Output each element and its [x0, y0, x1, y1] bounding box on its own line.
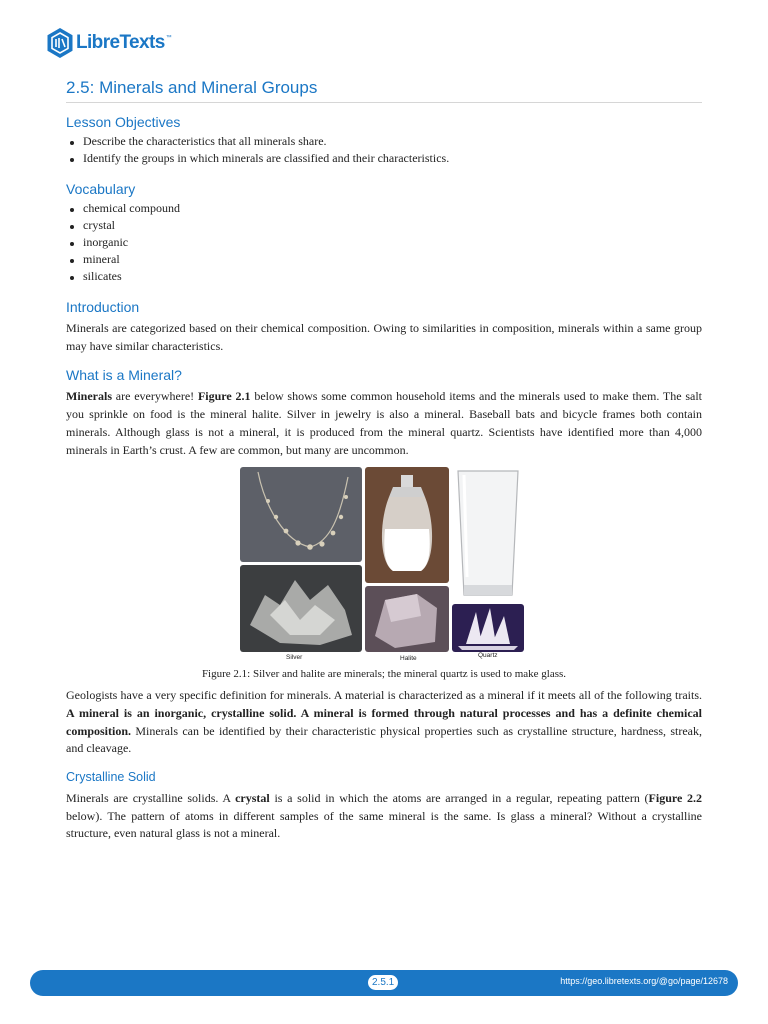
crystalline-solid-heading: Crystalline Solid — [66, 770, 156, 785]
bold-definition: A mineral is an inorganic, crystalline solid. A mineral is formed through natural processes and has a definite chemical composition. — [66, 705, 702, 738]
silver-necklace-photo — [240, 467, 362, 562]
definition-paragraph: Geologists have a very specific definition for minerals. A material is characterized as a mineral if it meets all of the following traits. A mineral is an inorganic, crystalline solid. A mineral is formed through natural processes and has a definite chemical composition. Minerals can be identified by their characteristic physical properties such as crystalline structure, hardness, streak, and cleavage. — [66, 688, 702, 756]
introduction-paragraph: Minerals are categorized based on their chemical composition. Owing to similarities in composition, minerals within a same group may have similar characteristics. — [66, 321, 702, 353]
halite-label: Halite — [400, 655, 417, 663]
list-item: Identify the groups in which minerals are classified and their characteristics. — [66, 150, 702, 167]
objectives-list — [66, 133, 702, 167]
page-number-badge: 2.5.1 — [368, 975, 398, 990]
figure-reference: Figure 2.1 — [197, 389, 251, 404]
libretexts-logo[interactable] — [46, 27, 172, 59]
list-item: mineral — [66, 251, 702, 268]
bold-term: Minerals — [66, 389, 112, 404]
brand-trademark: ™ — [165, 35, 172, 41]
vocabulary-heading: Vocabulary — [66, 181, 136, 197]
silver-label: Silver — [286, 654, 303, 662]
crystalline-paragraph: Minerals are crystalline solids. A crystal is a solid in which the atoms are arranged in a regular, repeating pattern (Figure 2.2 below). The pattern of atoms in different samples of the same mineral is the same. Is glass a mineral? Without a crystalline structure, even natural glass is not a mineral. — [66, 791, 702, 841]
libretexts-hexagon-icon — [46, 27, 74, 59]
figure-caption: Figure 2.1: Silver and halite are minerals; the mineral quartz is used to make glass. — [201, 668, 567, 681]
silver-mineral-photo — [240, 565, 362, 652]
page-content — [66, 78, 702, 843]
list-item: silicates — [66, 268, 702, 285]
figure-minerals — [240, 467, 528, 665]
quartz-photo — [452, 604, 524, 652]
list-item: Describe the characteristics that all minerals share. — [66, 133, 702, 150]
page-footer — [30, 970, 738, 996]
quartz-label: Quartz — [478, 652, 498, 660]
what-is-mineral-heading: What is a Mineral? — [66, 367, 182, 384]
page-url-link[interactable]: https://geo.libretexts.org/@go/page/12678 — [560, 976, 728, 986]
halite-photo — [365, 586, 449, 652]
vocabulary-list — [66, 200, 702, 285]
what-is-mineral-paragraph: Minerals are everywhere! Figure 2.1 below shows some common household items and the minerals used to make them. The salt you sprinkle on food is the mineral halite. Silver in jewelry is also a mineral. Baseball bats and bicycle frames both contain minerals. Although glass is not a mineral, it is produced from the mineral quartz. Scientists have identified more than 4,000 minerals in Earth’s crust. A few are common, but many are uncommon. — [66, 389, 702, 457]
list-item: inorganic — [66, 234, 702, 251]
list-item: crystal — [66, 217, 702, 234]
list-item: chemical compound — [66, 200, 702, 217]
brand-name: LibreTexts — [76, 32, 165, 53]
glass-photo — [452, 467, 524, 601]
figure-reference: Figure 2.2 — [648, 791, 702, 806]
salt-shaker-photo — [365, 467, 449, 583]
objectives-heading: Lesson Objectives — [66, 114, 181, 130]
introduction-heading: Introduction — [66, 299, 140, 315]
page-title: 2.5: Minerals and Mineral Groups — [66, 78, 702, 103]
bold-term: crystal — [235, 791, 270, 806]
